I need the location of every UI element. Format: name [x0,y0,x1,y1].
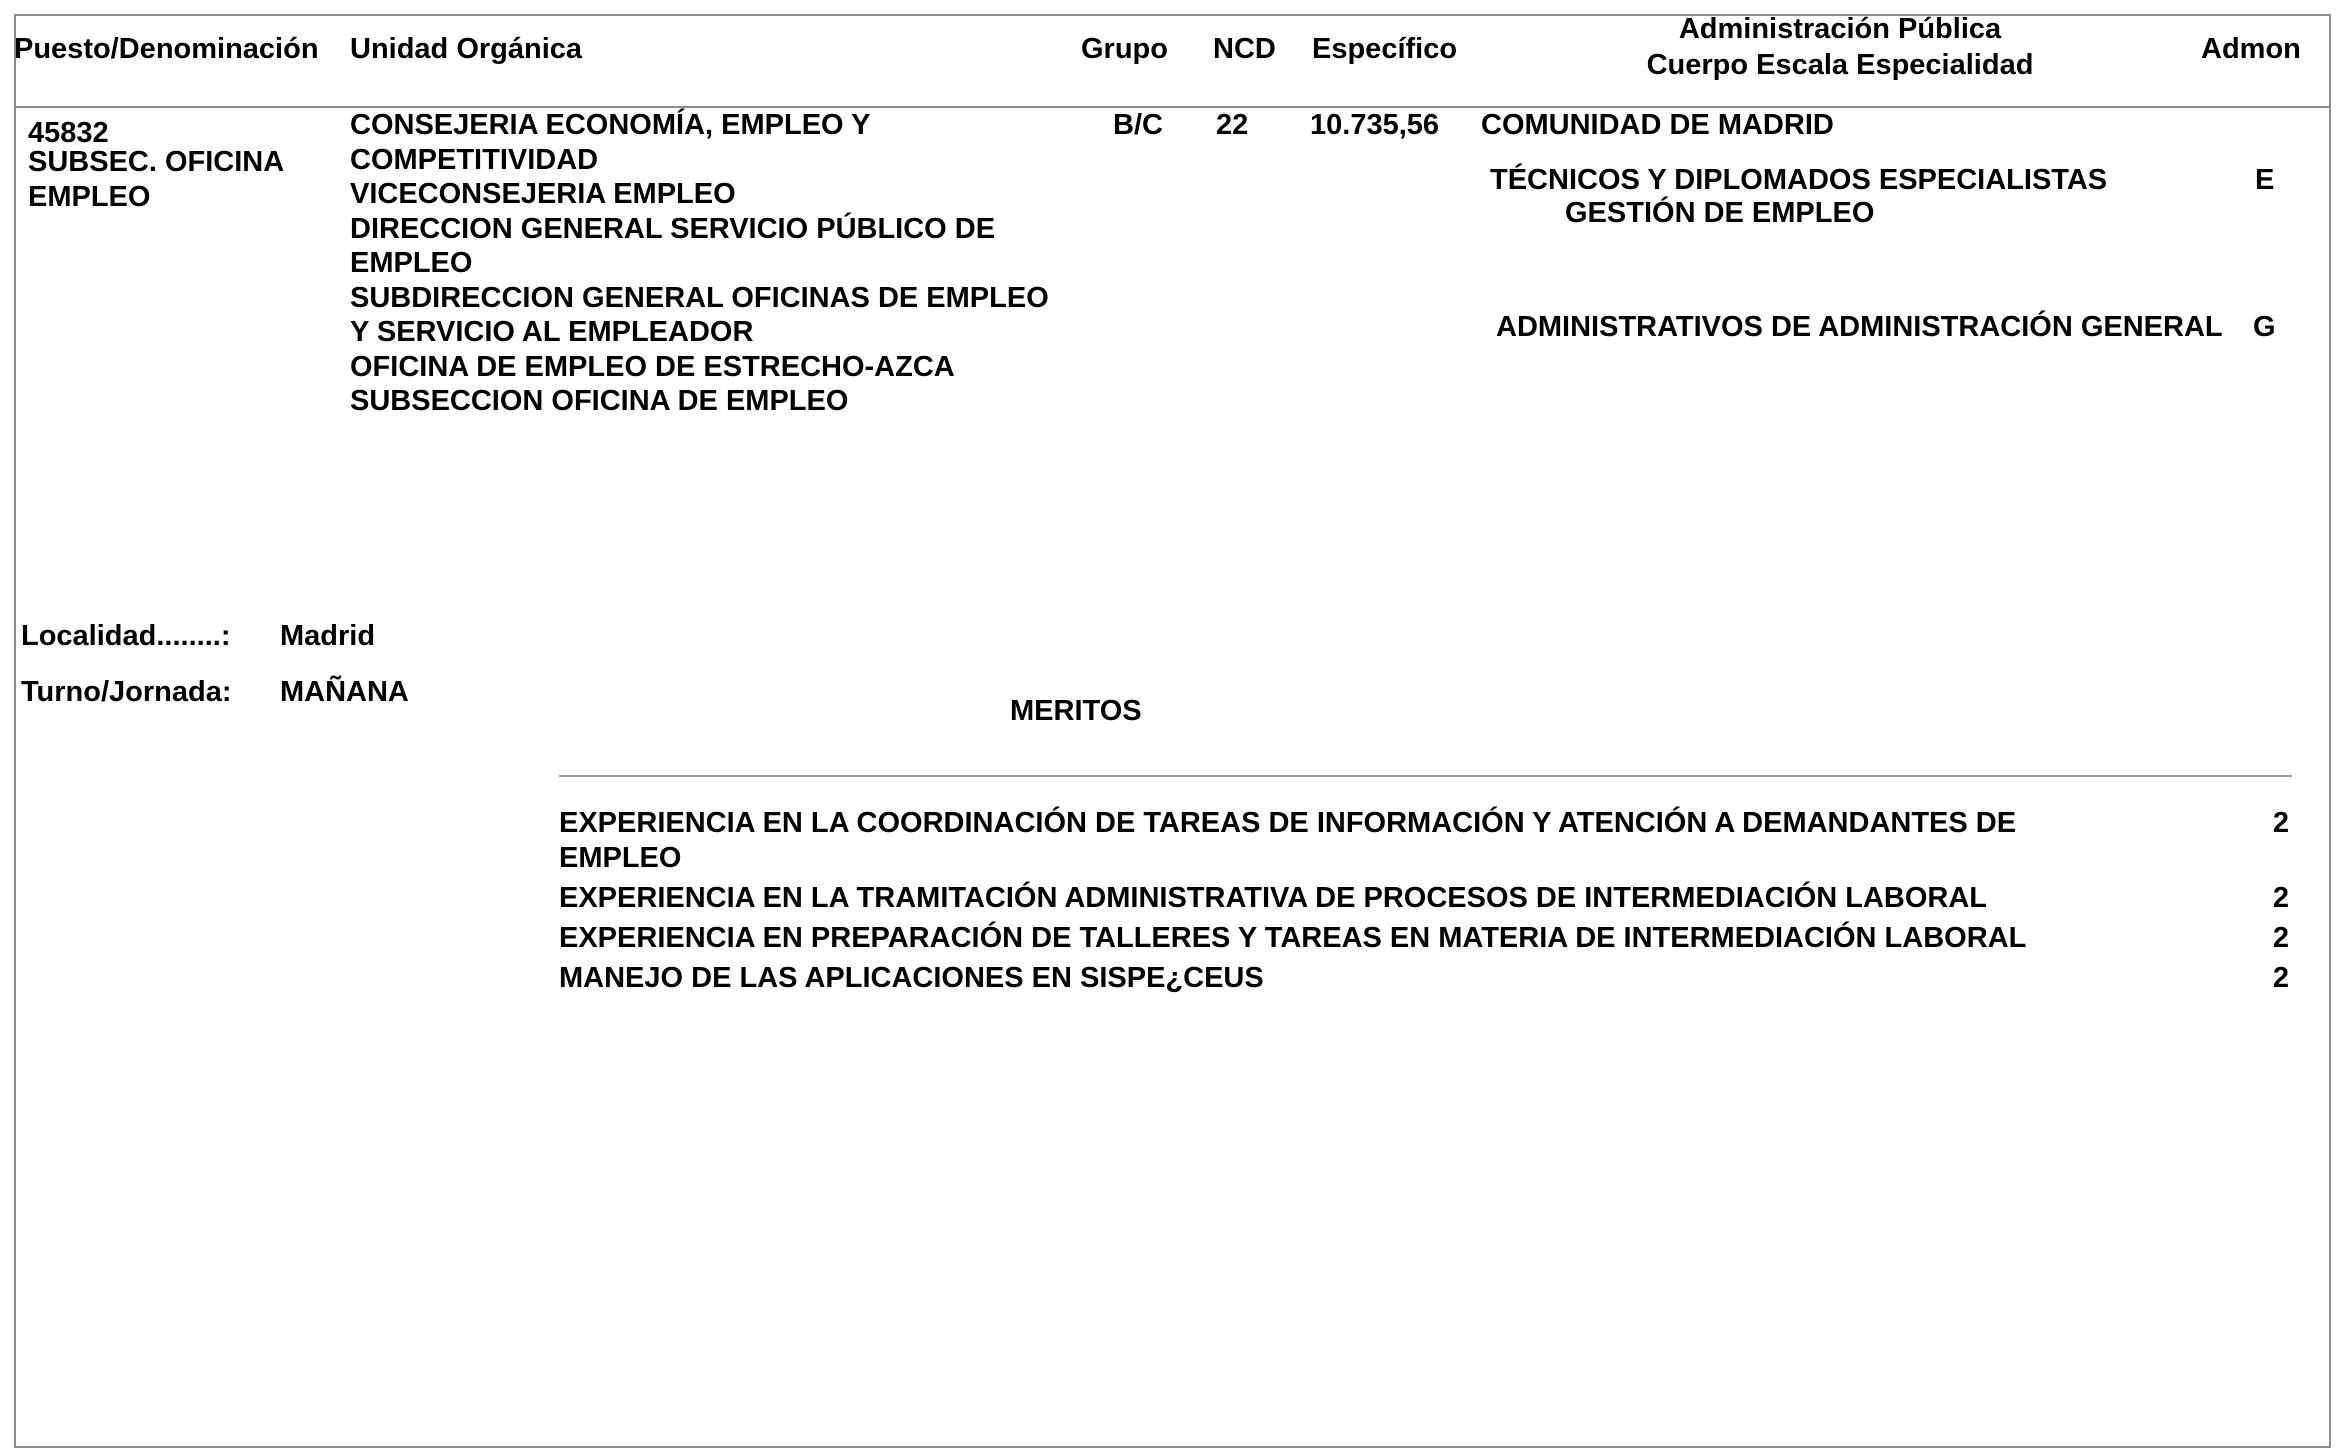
cuerpo-1-line-1: TÉCNICOS Y DIPLOMADOS ESPECIALISTAS [1490,164,2108,196]
unidad-line: EMPLEO [350,247,473,279]
header-admin-publica: Administración Pública [1678,13,2002,45]
merit-score: 2 [2272,922,2289,954]
unidad-line: Y SERVICIO AL EMPLEADOR [350,316,754,348]
unidad-line: CONSEJERIA ECONOMÍA, EMPLEO Y [350,109,871,141]
localidad-label: Localidad........: [21,620,231,652]
merit-text: EXPERIENCIA EN PREPARACIÓN DE TALLERES Y TAREAS EN MATERIA DE INTERMEDIACIÓN LABORAL [559,922,2027,954]
merit-score: 2 [2272,882,2289,914]
cuerpo-1-admon: E [2255,164,2275,196]
header-grupo: Grupo [1081,33,1168,65]
header-especifico: Específico [1312,33,1458,65]
merit-text: MANEJO DE LAS APLICACIONES EN SISPE¿CEUS [559,962,1264,994]
header-unidad: Unidad Orgánica [350,33,583,65]
merit-text: EXPERIENCIA EN LA COORDINACIÓN DE TAREAS DE INFORMACIÓN Y ATENCIÓN A DEMANDANTES DE EMPLEO [559,807,2017,874]
unidad-line: DIRECCION GENERAL SERVICIO PÚBLICO DE [350,212,996,245]
unidad-line: SUBDIRECCION GENERAL OFICINAS DE EMPLEO [350,281,1049,314]
unidad-line: VICECONSEJERIA EMPLEO [350,178,736,210]
puesto-name-line-1: SUBSEC. OFICINA [28,146,285,178]
header-admon: Admon [2201,33,2301,65]
administracion-value: COMUNIDAD DE MADRID [1481,109,1834,141]
merit-text: EXPERIENCIA EN LA TRAMITACIÓN ADMINISTRATIVA DE PROCESOS DE INTERMEDIACIÓN LABORAL [559,882,1988,914]
unidad-line: OFICINA DE EMPLEO DE ESTRECHO-AZCA [350,350,955,383]
ncd-value: 22 [1216,109,1249,141]
merit-score: 2 [2272,962,2289,994]
puesto-name-line-2: EMPLEO [28,181,151,213]
meritos-title: MERITOS [1010,695,1142,727]
meritos-divider [559,775,2292,777]
header-ncd: NCD [1213,33,1276,65]
puesto-code: 45832 [28,117,109,149]
cuerpo-2-admon: G [2253,311,2276,343]
merit-score: 2 [2272,807,2289,839]
unidad-organica [350,108,1049,419]
header-puesto: Puesto/Denominación [14,33,319,65]
turno-label: Turno/Jornada: [21,676,232,708]
unidad-line: COMPETITIVIDAD [350,143,599,176]
cuerpo-2: ADMINISTRATIVOS DE ADMINISTRACIÓN GENERAL [1496,311,2223,343]
unidad-line: SUBSECCION OFICINA DE EMPLEO [350,385,849,417]
header-cuerpo-escala: Cuerpo Escala Especialidad [1646,49,2034,81]
especifico-value: 10.735,56 [1310,109,1440,141]
grupo-value: B/C [1113,109,1163,141]
cuerpo-1-line-2: GESTIÓN DE EMPLEO [1565,197,1875,229]
localidad-value: Madrid [280,620,376,652]
turno-value: MAÑANA [280,676,409,708]
